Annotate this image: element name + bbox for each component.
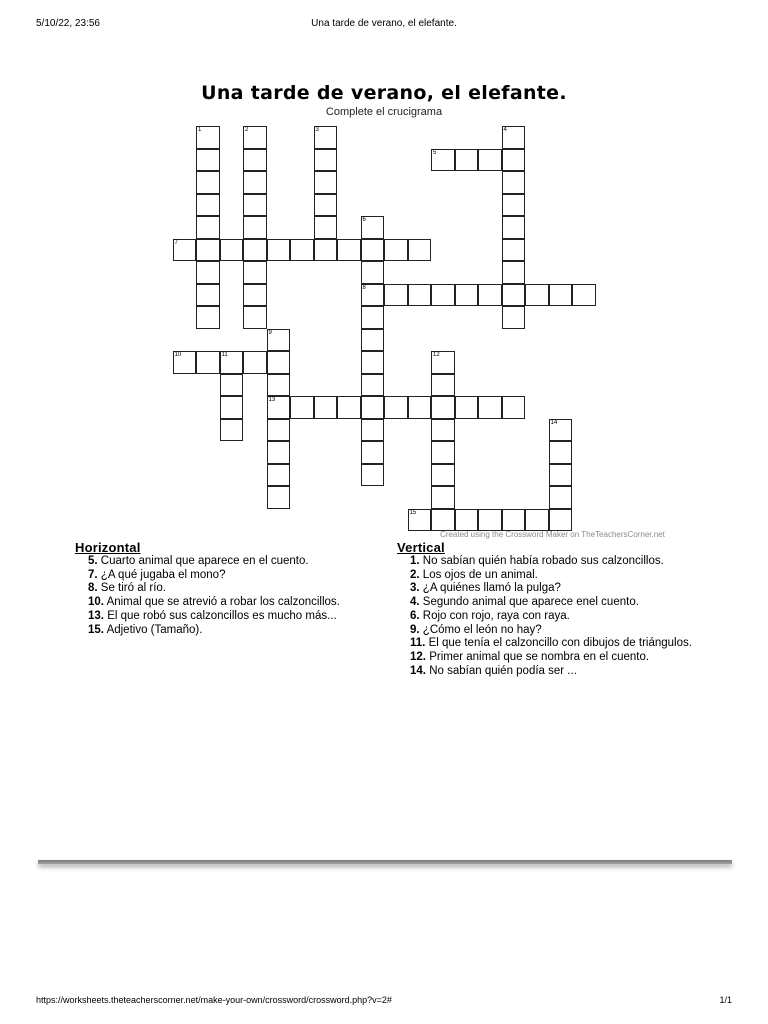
crossword-cell[interactable] [196,351,220,374]
crossword-cell[interactable] [196,149,220,172]
crossword-cell[interactable] [220,419,244,442]
clue-text: ¿A quiénes llamó la pulga? [422,582,561,595]
crossword-cell[interactable] [196,194,220,217]
crossword-cell[interactable] [196,239,220,262]
clue-item [75,555,375,569]
crossword-cell[interactable] [525,509,549,532]
crossword-cell[interactable] [196,261,220,284]
crossword-cell[interactable] [502,216,526,239]
clue-number: 3. [410,582,420,595]
clue-item [397,637,697,651]
crossword-cell[interactable] [314,216,338,239]
print-header-title: Una tarde de verano, el elefante. [311,18,457,29]
crossword-cell[interactable] [572,284,596,307]
worksheet-title: Una tarde de verano, el elefante. [201,82,567,104]
clue-item [75,596,375,610]
vertical-heading: Vertical [397,540,445,555]
crossword-cell[interactable] [290,396,314,419]
crossword-cell[interactable] [549,284,573,307]
crossword-cell[interactable] [502,194,526,217]
cell-number: 6 [362,217,366,223]
crossword-cell[interactable] [431,351,455,374]
clue-text: No sabían quién podía ser ... [429,664,577,677]
crossword-cell[interactable] [314,239,338,262]
crossword-cell[interactable] [408,239,432,262]
clue-text: ¿A qué jugaba el mono? [100,568,226,581]
crossword-cell[interactable] [337,239,361,262]
crossword-cell[interactable] [314,171,338,194]
crossword-cell[interactable] [196,284,220,307]
crossword-cell[interactable] [431,419,455,442]
clue-number: 5. [88,555,98,567]
crossword-cell[interactable] [243,284,267,307]
crossword-cell[interactable] [478,396,502,419]
crossword-cell[interactable] [243,126,267,149]
crossword-cell[interactable] [243,306,267,329]
crossword-cell[interactable] [431,464,455,487]
crossword-cell[interactable] [173,351,197,374]
clue-text: Los ojos de un animal. [422,568,538,581]
crossword-cell[interactable] [549,441,573,464]
crossword-cell[interactable] [431,396,455,419]
crossword-cell[interactable] [220,374,244,397]
clue-text: Cuarto animal que aparece en el cuento. [100,555,309,567]
clue-item [397,651,697,665]
clue-item [75,569,375,583]
print-url: https://worksheets.theteacherscorner.net/make-your-own/crossword/crossword.php?v=2# [36,995,392,1005]
crossword-cell[interactable] [431,509,455,532]
cell-number: 1 [198,127,202,133]
crossword-cell[interactable] [502,261,526,284]
crossword-cell[interactable] [314,194,338,217]
crossword-cell[interactable] [220,396,244,419]
crossword-cell[interactable] [267,351,291,374]
crossword-cell[interactable] [549,486,573,509]
clue-number: 6. [410,609,420,622]
crossword-cell[interactable] [431,284,455,307]
crossword-cell[interactable] [196,216,220,239]
crossword-cell[interactable] [361,284,385,307]
clue-text: Adjetivo (Tamaño). [106,623,203,636]
clue-item [75,624,375,638]
crossword-cell[interactable] [337,396,361,419]
crossword-cell[interactable] [243,261,267,284]
crossword-cell[interactable] [408,396,432,419]
crossword-cell[interactable] [243,171,267,194]
crossword-cell[interactable] [314,149,338,172]
clue-number: 8. [88,582,98,595]
clue-number: 10. [88,596,104,609]
clue-number: 11. [410,637,426,650]
crossword-cell[interactable] [173,239,197,262]
crossword-cell[interactable] [384,239,408,262]
crossword-cell[interactable] [431,441,455,464]
cell-number: 5 [433,149,437,156]
crossword-cell[interactable] [455,509,479,532]
cell-number: 8 [362,284,366,291]
crossword-cell[interactable] [267,329,291,352]
cell-number: 15 [409,509,417,516]
cell-number: 4 [503,127,507,133]
crossword-cell[interactable] [243,149,267,172]
crossword-cell[interactable] [361,419,385,442]
crossword-cell[interactable] [408,509,432,532]
vertical-clues [397,540,697,678]
clue-text: No sabían quién había robado sus calzoncillos. [422,555,664,567]
crossword-cell[interactable] [502,171,526,194]
crossword-cell[interactable] [361,239,385,262]
credit-line: Created using the Crossword Maker on TheTeachersCorner.net [440,530,665,539]
clue-text: Animal que se atrevió a robar los calzoncillos. [106,596,340,609]
crossword-cell[interactable] [267,464,291,487]
clue-number: 13. [88,609,104,622]
crossword-cell[interactable] [361,396,385,419]
clue-number: 14. [410,664,426,677]
crossword-cell[interactable] [243,216,267,239]
crossword-cell[interactable] [220,351,244,374]
crossword-cell[interactable] [361,351,385,374]
clue-item [75,610,375,624]
crossword-cell[interactable] [502,239,526,262]
crossword-cell[interactable] [196,306,220,329]
crossword-cell[interactable] [243,239,267,262]
clue-text: El que tenía el calzoncillo con dibujos de triángulos. [428,637,692,650]
cell-number: 3 [315,127,319,133]
crossword-cell[interactable] [502,284,526,307]
horizontal-clues [75,540,375,637]
crossword-cell[interactable] [243,351,267,374]
crossword-cell[interactable] [361,261,385,284]
clue-text: ¿Cómo el león no hay? [422,623,542,636]
crossword-cell[interactable] [196,126,220,149]
crossword-cell[interactable] [361,464,385,487]
clue-item [397,569,697,583]
crossword-cell[interactable] [314,126,338,149]
cell-number: 11 [221,352,228,358]
clue-text: Segundo animal que aparece enel cuento. [422,596,639,609]
crossword-cell[interactable] [196,171,220,194]
cell-number: 9 [268,329,272,336]
clue-text: Primer animal que se nombra en el cuento. [429,650,650,663]
crossword-cell[interactable] [502,509,526,532]
horizontal-heading: Horizontal [75,540,141,555]
crossword-cell[interactable] [361,216,385,239]
crossword-cell[interactable] [267,396,291,419]
crossword-cell[interactable] [502,149,526,172]
crossword-cell[interactable] [220,239,244,262]
crossword-cell[interactable] [290,239,314,262]
crossword-cell[interactable] [502,396,526,419]
crossword-cell[interactable] [267,239,291,262]
crossword-cell[interactable] [267,419,291,442]
crossword-cell[interactable] [525,284,549,307]
cell-number: 13 [268,397,276,403]
crossword-cell[interactable] [361,374,385,397]
clue-text: El que robó sus calzoncillos es mucho más... [107,609,337,622]
crossword-cell[interactable] [267,486,291,509]
crossword-cell[interactable] [431,486,455,509]
crossword-cell[interactable] [455,149,479,172]
crossword-cell[interactable] [431,374,455,397]
crossword-cell[interactable] [267,374,291,397]
clue-item [397,624,697,638]
cell-number: 12 [433,352,440,358]
clue-number: 1. [410,555,420,567]
crossword-cell[interactable] [549,419,573,442]
crossword-cell[interactable] [478,149,502,172]
crossword-cell[interactable] [361,441,385,464]
crossword-cell[interactable] [549,464,573,487]
crossword-cell[interactable] [243,194,267,217]
cell-number: 7 [174,239,178,246]
clue-number: 9. [410,623,420,636]
print-date: 5/10/22, 23:56 [36,18,100,29]
crossword-cell[interactable] [408,284,432,307]
print-page-number: 1/1 [719,995,732,1005]
clue-number: 15. [88,623,104,636]
crossword-cell[interactable] [455,284,479,307]
cell-number: 2 [245,127,249,133]
clue-item [397,555,697,569]
crossword-cell[interactable] [502,126,526,149]
crossword-cell[interactable] [384,284,408,307]
page-divider [38,860,732,864]
clue-item [397,610,697,624]
crossword-cell[interactable] [478,284,502,307]
clue-number: 2. [410,568,420,581]
crossword-cell[interactable] [478,509,502,532]
clue-text: Se tiró al río. [100,582,166,595]
clue-number: 12. [410,650,426,663]
crossword-cell[interactable] [431,149,455,172]
cell-number: 14 [550,419,558,426]
clue-item [75,582,375,596]
clue-text: Rojo con rojo, raya con raya. [422,609,570,622]
clue-number: 7. [88,568,98,581]
worksheet-subtitle: Complete el crucigrama [325,106,443,118]
crossword-cell[interactable] [361,329,385,352]
clue-item [397,596,697,610]
crossword-cell[interactable] [549,509,573,532]
crossword-cell[interactable] [361,306,385,329]
crossword-cell[interactable] [384,396,408,419]
crossword-cell[interactable] [502,306,526,329]
clue-number: 4. [410,596,420,609]
cell-number: 10 [174,352,182,358]
crossword-cell[interactable] [455,396,479,419]
crossword-cell[interactable] [314,396,338,419]
crossword-cell[interactable] [267,441,291,464]
clue-item [397,665,697,679]
clue-item [397,582,697,596]
